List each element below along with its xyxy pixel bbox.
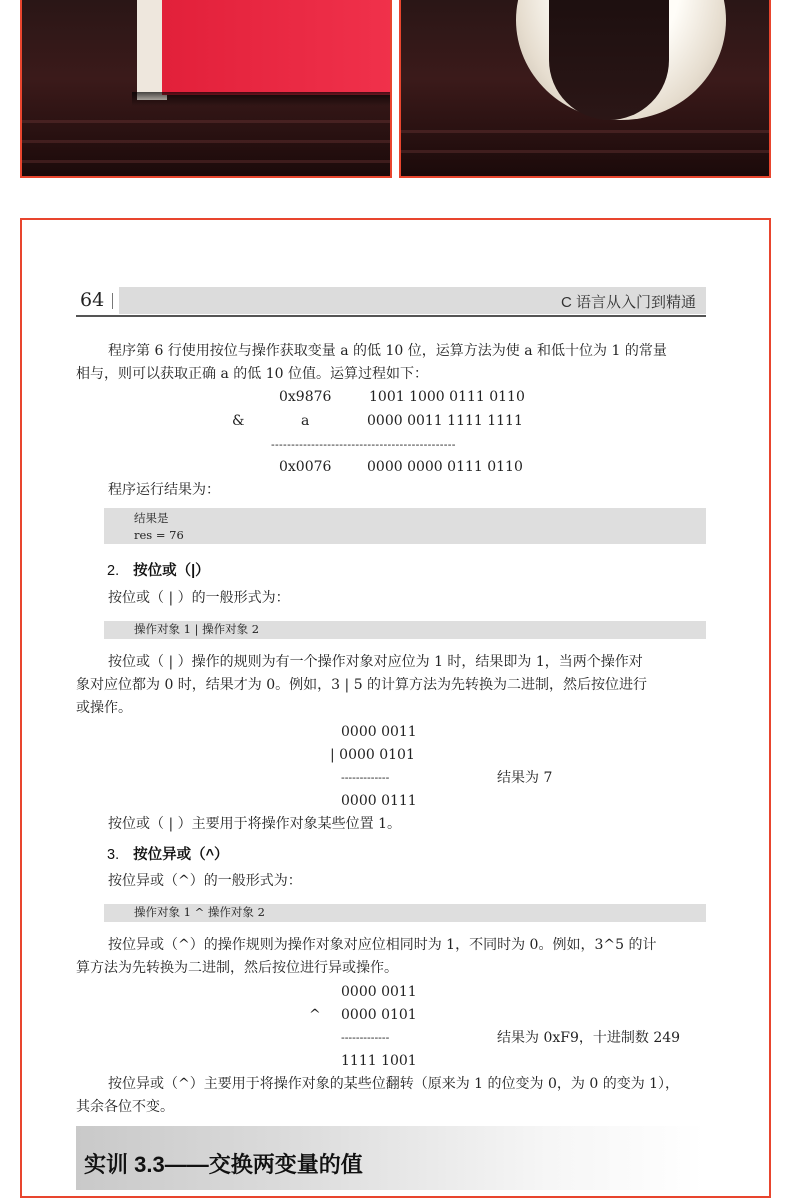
book-photo-closed [20,0,392,178]
xor-form-label: 按位异或（^）的一般形式为： [108,873,302,889]
xor-heading-number: 3. [107,847,120,863]
or-calc-result: 0000 0111 [341,793,417,809]
xor-calc-result: 1111 1001 [341,1053,417,1069]
result-output-line-1: 结果是 [134,511,169,525]
or-heading-text: 按位或（|） [133,563,210,579]
intro-line-2: 相与，则可以获取正确 a 的低 10 位值。运算过程如下： [76,366,428,382]
and-operator: & [232,413,245,429]
training-section-title: 实训 3.3——交换两变量的值 [84,1152,363,1177]
xor-calc-a: 0000 0011 [341,984,417,1000]
and-hex-1: 0x9876 [279,389,332,405]
result-label: 程序运行结果为： [108,482,220,498]
and-var: a [301,413,310,429]
intro-line-1: 程序第 6 行使用按位与操作获取变量 a 的低 10 位，运算方法为使 a 和低十位为 1 的常量 [108,343,667,359]
or-calc-a: 0000 0011 [341,724,417,740]
book-title: C 语言从入门到精通 [560,294,696,311]
or-form-label: 按位或（ | ）的一般形式为： [108,590,290,606]
training-section-banner [76,1126,706,1190]
and-hex-result: 0x0076 [279,459,332,475]
result-output-line-2: res = 76 [134,528,184,542]
or-calc-divider: ------------- [341,771,390,784]
xor-heading-text: 按位异或（^） [133,847,229,863]
and-divider: ---------------------------------------------- [271,438,456,451]
or-rule-line-1: 按位或（ | ）操作的规则为有一个操作对象对应位为 1 时，结果即为 1，当两个操作对 [108,654,643,670]
or-heading [107,559,210,580]
or-heading-number: 2. [107,563,120,579]
xor-calc-operator: ^ [309,1007,321,1023]
and-bin-result: 0000 0000 0111 0110 [367,459,523,475]
xor-calc-note: 结果为 0xF9，十进制数 249 [497,1030,681,1046]
page-header [76,287,706,315]
xor-calc-b: 0000 0101 [341,1007,417,1023]
or-usage: 按位或（ | ）主要用于将操作对象某些位置 1。 [108,816,401,832]
xor-rule-line-2: 算方法为先转换为二进制，然后按位进行异或操作。 [76,960,398,976]
xor-usage-line-1: 按位异或（^）主要用于将操作对象的某些位翻转（原来为 1 的位变为 0，为 0 的变为 1）， [108,1076,680,1092]
xor-usage-line-2: 其余各位不变。 [76,1099,174,1115]
xor-form-code: 操作对象 1 ^ 操作对象 2 [104,904,706,922]
or-rule-line-2: 象对应位都为 0 时，结果才为 0。例如，3 | 5 的计算方法为先转换为二进制，然后按位进行 [76,677,648,693]
and-bin-2: 0000 0011 1111 1111 [367,413,523,429]
result-output-box [104,508,706,544]
or-rule-line-3: 或操作。 [76,700,132,716]
xor-rule-line-1: 按位异或（^）的操作规则为操作对象对应位相同时为 1，不同时为 0。例如，3^5 的计 [108,937,657,953]
book-photo-open [399,0,771,178]
and-bin-1: 1001 1000 0111 0110 [369,389,525,405]
xor-calc-divider: ------------- [341,1031,390,1044]
header-rule [76,315,706,317]
or-calc-note: 结果为 7 [497,770,553,786]
or-form-code: 操作对象 1 | 操作对象 2 [104,621,706,639]
or-calc-b: | 0000 0101 [330,747,415,763]
xor-heading [107,843,229,864]
page-number: 64 [80,289,105,311]
